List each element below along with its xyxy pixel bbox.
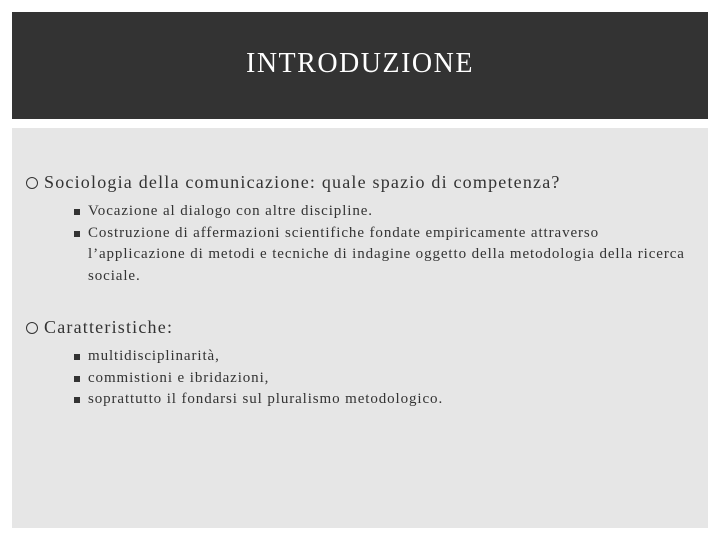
- sub-item-text: soprattutto il fondarsi sul pluralismo metodologico.: [88, 391, 444, 407]
- sub-item: [74, 346, 694, 368]
- square-bullet-icon: [74, 209, 80, 215]
- sub-item: [74, 223, 694, 288]
- square-bullet-icon: [74, 397, 80, 403]
- bullet-2-text: Caratteristiche:: [44, 317, 174, 337]
- sub-item: [74, 389, 694, 411]
- bullet-2-sublist: [26, 346, 694, 411]
- circle-bullet-icon: [26, 322, 38, 334]
- sub-item-text: multidisciplinarità,: [88, 348, 220, 364]
- sub-item-text: commistioni e ibridazioni,: [88, 369, 270, 386]
- bullet-2: [26, 317, 696, 338]
- section-2: [26, 317, 696, 411]
- bullet-1-sublist: [26, 201, 694, 287]
- slide-title: INTRODUZIONE: [246, 47, 474, 79]
- square-bullet-icon: [74, 354, 80, 360]
- sub-item: [74, 201, 694, 223]
- section-1: [26, 172, 696, 287]
- content-panel: [12, 128, 708, 528]
- sub-item-text: Costruzione di affermazioni scientifiche fondate empiricamente attraverso l’applicazione di metodi e tecniche di indagine oggetto della metodologia della ricerca sociale.: [88, 224, 685, 284]
- square-bullet-icon: [74, 376, 80, 382]
- title-bar: [12, 12, 708, 119]
- square-bullet-icon: [74, 231, 80, 237]
- bullet-1: [26, 172, 696, 193]
- circle-bullet-icon: [26, 177, 38, 189]
- sub-item-text: Vocazione al dialogo con altre discipline.: [88, 203, 373, 219]
- bullet-1-text: Sociologia della comunicazione: quale spazio di competenza?: [44, 172, 561, 192]
- sub-item: [74, 368, 694, 390]
